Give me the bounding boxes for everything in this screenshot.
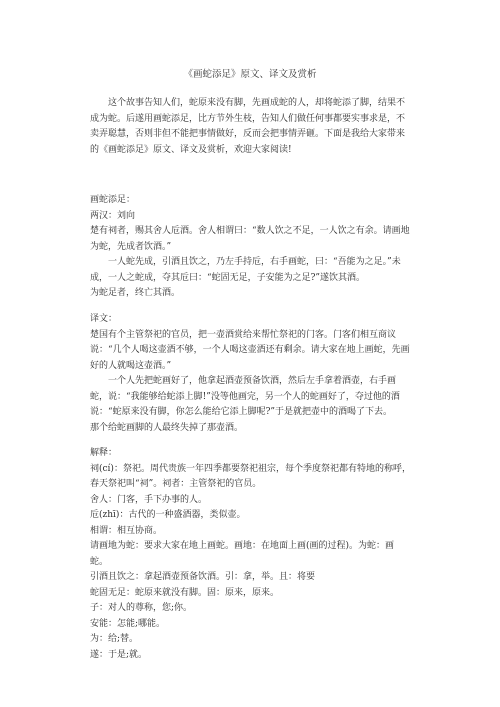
- original-paragraph-1: 楚有祠者，赐其舍人卮酒。舍人相谓曰：“数人饮之不足，一人饮之有余。请画地为蛇，先成者饮酒。”: [90, 226, 410, 252]
- translation-paragraph-1: 楚国有个主管祭祀的官员，把一壶酒赏给来帮忙祭祀的门客。门客们相互商议 说：“几个人喝这壶酒不够，一个人喝这壶酒还有剩余。请大家在地上画蛇，先画好的人就喝这壶酒。”: [90, 329, 410, 371]
- note-item: 安能：怎能;哪能。: [90, 618, 166, 629]
- original-text-section: [90, 193, 412, 302]
- note-item: 蛇固无足：蛇原来就没有脚。固：原来，原来。: [90, 587, 280, 598]
- note-item: 子：对人的尊称，您;你。: [90, 603, 193, 613]
- original-dynasty-author: 两汉：刘向: [90, 210, 136, 221]
- note-item: 祠(cí)：祭祀。周代贵族一年四季都要祭祀祖宗，每个季度祭祀都有特地的称呼，春天祭祀叫“祠”。祠者：主管祭祀的官员。: [90, 463, 411, 489]
- original-paragraph-3: 为蛇足者，终亡其酒。: [90, 288, 181, 298]
- notes-heading: 解释：: [90, 448, 118, 458]
- note-item: 遂：于是;就。: [90, 649, 148, 660]
- original-paragraph-2: 一人蛇先成，引酒且饮之，乃左手持卮，右手画蛇，曰：“吾能为之足。”未成，一人之蛇成，夺其卮曰：“蛇固无足，子安能为之足?”遂饮其酒。: [90, 257, 401, 283]
- note-item: 引酒且饮之：拿起酒壶预备饮酒。引：拿，举。且：将要: [90, 572, 316, 582]
- original-heading: 画蛇添足：: [90, 195, 136, 205]
- translation-paragraph-3: 那个给蛇画脚的人最终失掉了那壶酒。: [90, 422, 244, 433]
- note-item: 卮(zhī)：古代的一种盛酒器，类似壶。: [90, 510, 246, 520]
- note-item: 相谓：相互协商。: [90, 525, 163, 536]
- note-item: 请画地为蛇：要求大家在地上画蛇。画地：在地面上画(画的过程)。为蛇：画蛇。: [90, 541, 395, 567]
- translation-section: [90, 312, 412, 436]
- note-item: 舍人：门客，手下办事的人。: [90, 494, 208, 505]
- intro-section: [90, 96, 412, 158]
- document-title: 《画蛇添足》原文、译文及赏析: [183, 69, 317, 80]
- translation-paragraph-2: 一个人先把蛇画好了，他拿起酒壶预备饮酒，然后左手拿着酒壶，右手画蛇，说：“我能够给蛇添上脚!”没等他画完，另一个人的蛇画好了，夺过他的酒说：“蛇原来没有脚，你怎么能给它添上脚呢?”于是就把壶中的酒喝了下去。: [90, 376, 400, 417]
- intro-paragraph: 这个故事告知人们，蛇原来没有脚，先画成蛇的人，却将蛇添了脚，结果不成为蛇。后遂用画蛇添足，比方节外生枝，告知人们做任何事都要实事求是，不卖弄聪慧，否则非但不能把事情做好，反而会把事情弄砸。下面是我给大家带来的《画蛇添足》原文、译文及赏析，欢迎大家阅读!: [90, 98, 406, 155]
- notes-section: [90, 446, 412, 663]
- note-item: 为：给;替。: [90, 634, 139, 644]
- translation-heading: 译文：: [90, 314, 118, 324]
